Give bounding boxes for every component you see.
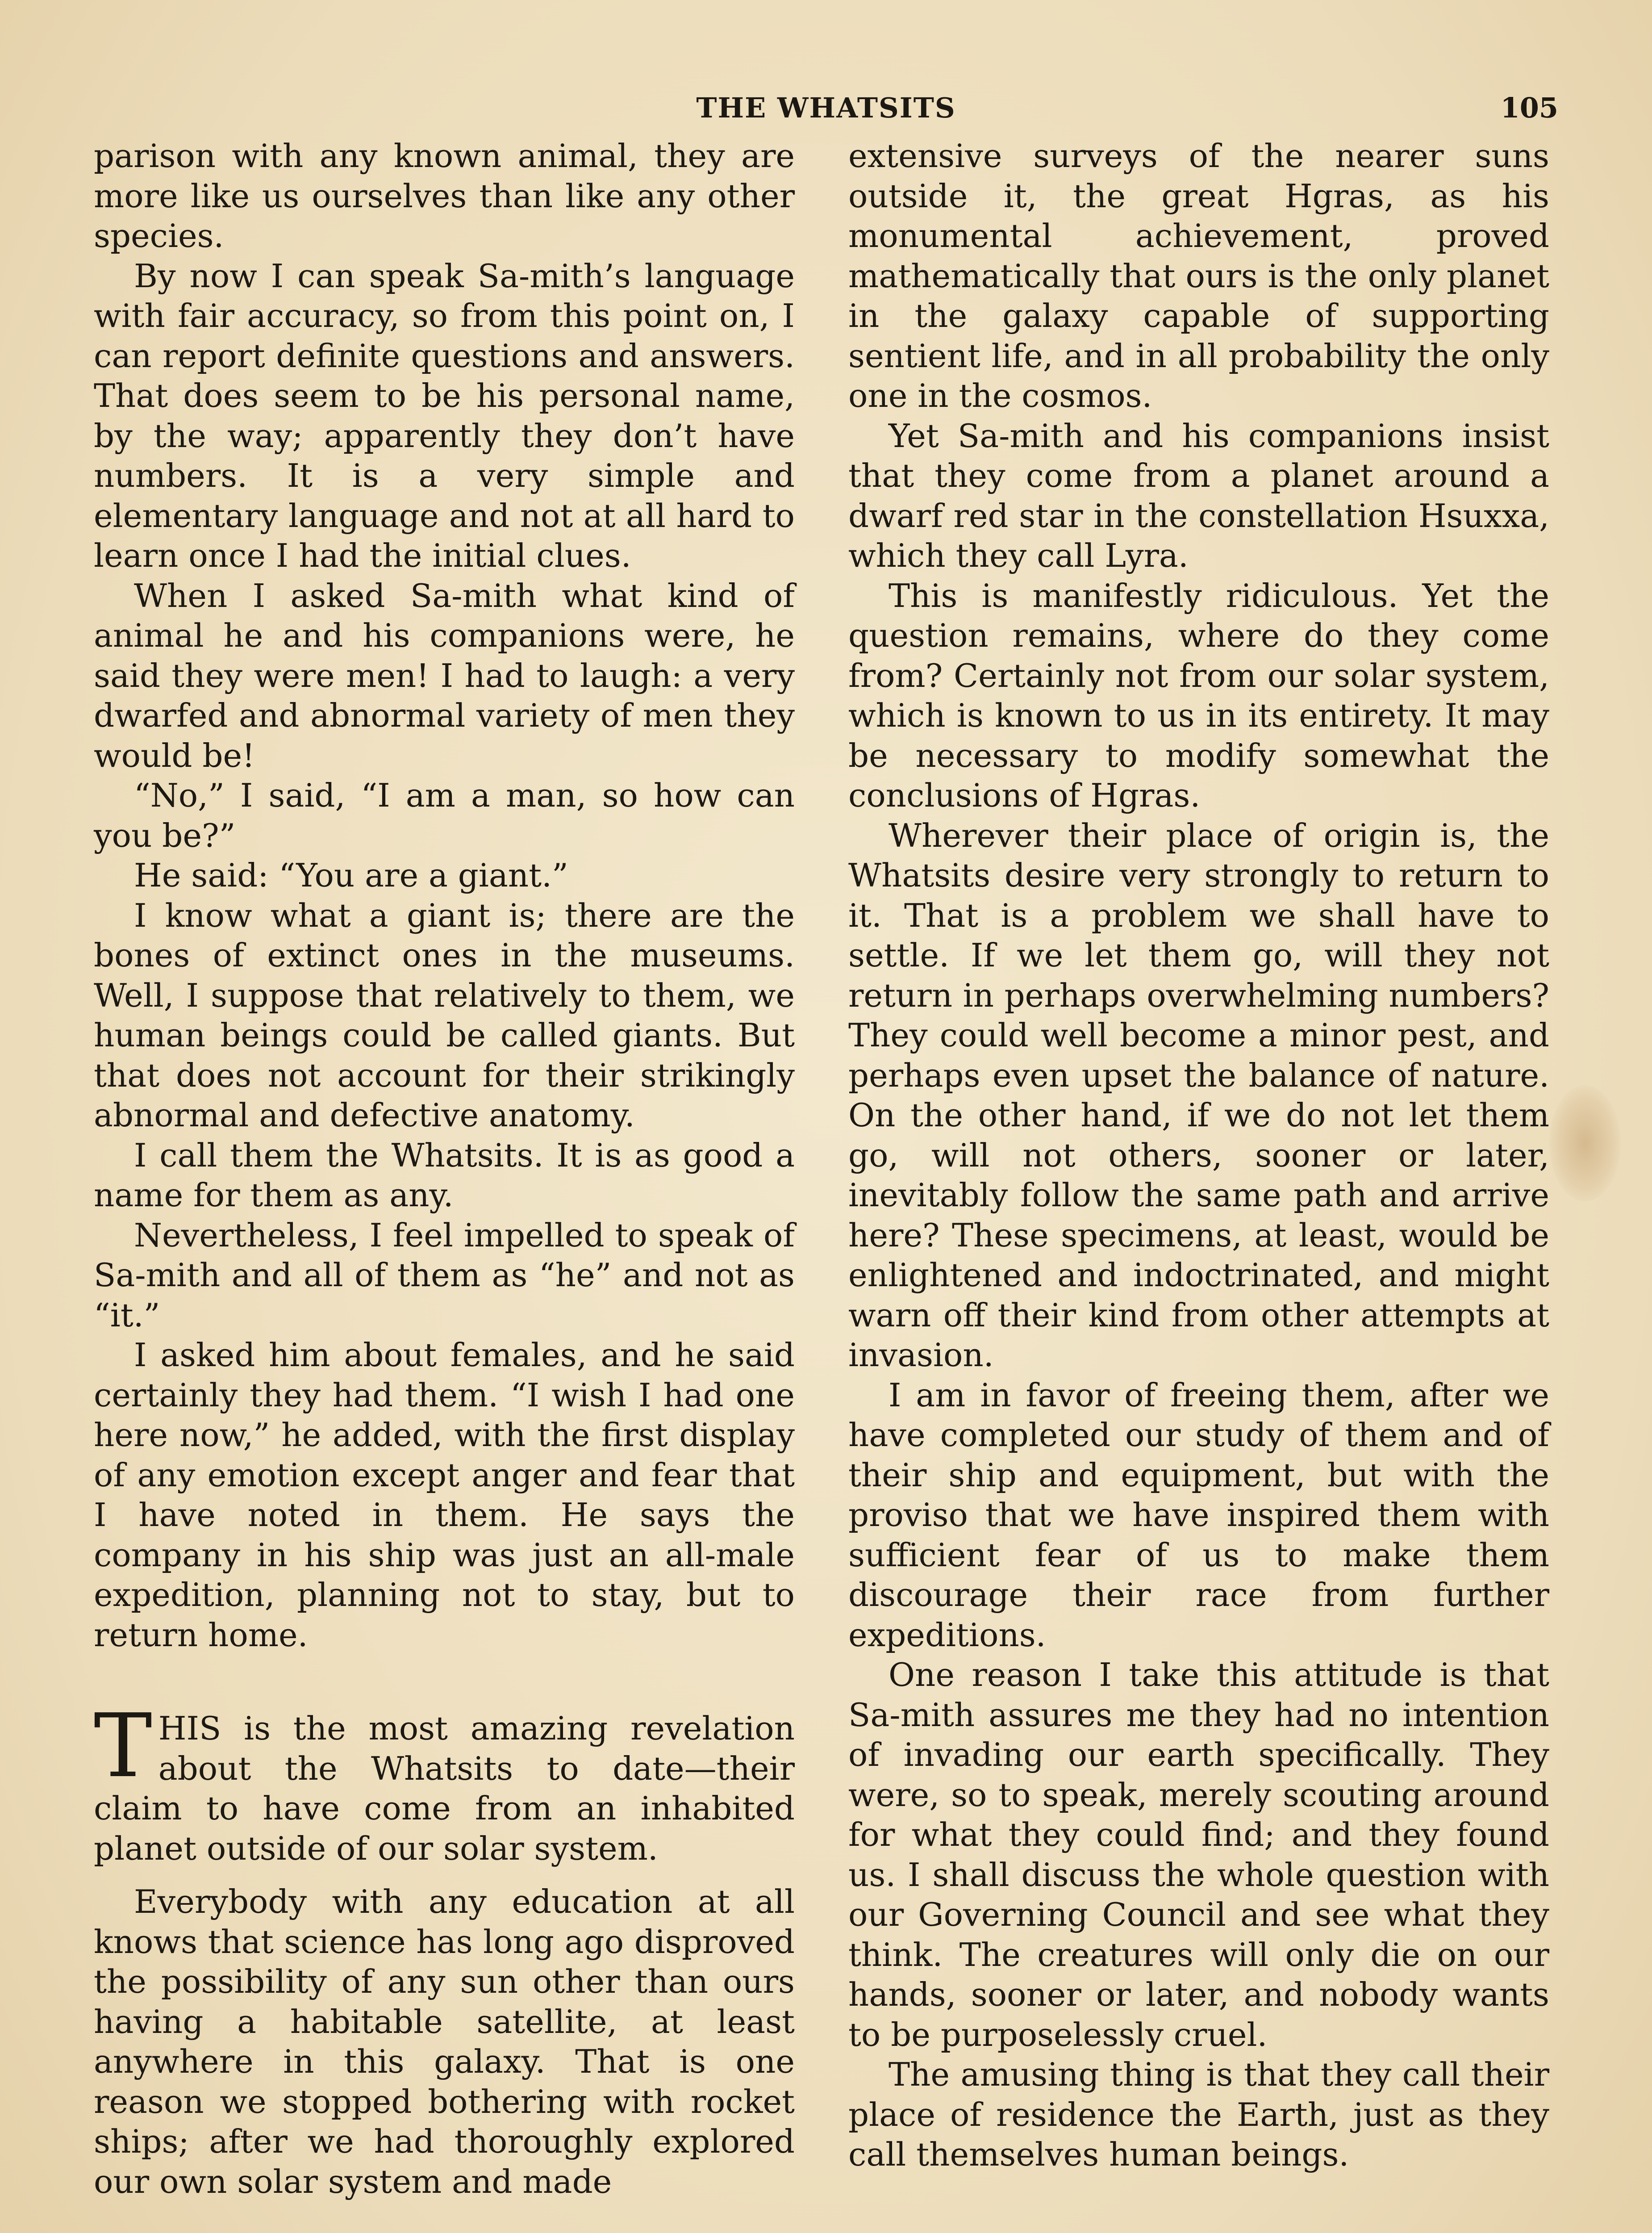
running-title: THE WHATSITS bbox=[696, 92, 956, 124]
paper-stain bbox=[1549, 1085, 1621, 1201]
paragraph-spacer bbox=[94, 1869, 795, 1882]
paragraph: I know what a giant is; there are the bones of extinct ones in the museums. Well, I suppose that relatively to them, we human beings could be called giants. But that does not account for their strikingly abnormal and defective anatomy. bbox=[94, 896, 795, 1134]
paragraph: I asked him about females, and he said certainly they had them. “I wish I had one here now,” he added, with the first display of any emotion except anger and fear that I have noted in them. He says the company in his ship was just an all-male expedition, planning not to stay, but to return home. bbox=[94, 1336, 795, 1654]
paragraph: parison with any known animal, they are more like us ourselves than like any other species. bbox=[94, 137, 795, 255]
paragraph: Wherever their place of origin is, the Whatsits desire very strongly to return to it. That is a problem we shall have to settle. If we let them go, will they not return in perhaps overwhelming numbers? They could well become a minor pest, and perhaps even upset the balance of nature. On the other hand, if we do not let them go, will not others, sooner or later, inevitably follow the same path and arrive here? These specimens, at least, would be enlightened and indoctrinated, and might warn off their kind from other attempts at invasion. bbox=[848, 816, 1549, 1374]
drop-cap: T bbox=[94, 1695, 152, 1797]
paragraph: I am in favor of freeing them, after we have completed our study of them and of their ship and equipment, but with the proviso that we have inspired them with sufficient fear of us to make them discourage their race from further expeditions. bbox=[848, 1376, 1549, 1654]
section-opening-paragraph bbox=[94, 1695, 795, 1869]
paragraph: By now I can speak Sa-mith’s language with fair accuracy, so from this point on, I can report definite questions and answers. That does seem to be his personal name, by the way; apparently they don’t have numbers. It is a very simple and elementary language and not at all hard to learn once I had the initial clues. bbox=[94, 257, 795, 574]
paragraph: When I asked Sa-mith what kind of animal he and his companions were, he said they were men! I had to laugh: a very dwarfed and abnormal variety of men they would be! bbox=[94, 577, 795, 774]
running-head bbox=[94, 92, 1558, 132]
section-break bbox=[94, 1655, 795, 1709]
paragraph: Everybody with any education at all knows that science has long ago disproved the possibility of any sun other than ours having a habitable satellite, at least anywhere in this galaxy. That is one reason we stopped bothering with rocket ships; after we had thoroughly explored our own solar system and made bbox=[94, 1883, 795, 2200]
paragraph: Yet Sa-mith and his companions insist that they come from a planet around a dwarf red star in the constellation Hsuxxa, which they call Lyra. bbox=[848, 417, 1549, 574]
paragraph: I call them the Whatsits. It is as good a name for them as any. bbox=[94, 1136, 795, 1214]
left-column bbox=[94, 136, 795, 2202]
paragraph: One reason I take this attitude is that Sa-mith assures me they had no intention of invading our earth specifically. They were, so to speak, merely scouting around for what they could find; and they found us. I shall discuss the whole question with our Governing Council and see what they think. The creatures will only die on our hands, sooner or later, and nobody wants to be purposelessly cruel. bbox=[848, 1656, 1549, 2053]
paragraph: The amusing thing is that they call their place of residence the Earth, just as they call themselves human beings. bbox=[848, 2056, 1549, 2173]
right-column bbox=[848, 136, 1549, 2175]
paragraph: extensive surveys of the nearer suns outside it, the great Hgras, as his monumental achievement, proved mathematically that ours is the only planet in the galaxy capable of supporting sentient life, and in all probability the only one in the cosmos. bbox=[848, 137, 1549, 414]
paragraph: He said: “You are a giant.” bbox=[134, 857, 568, 894]
paragraph: Nevertheless, I feel impelled to speak of Sa-mith and all of them as “he” and not as “it.” bbox=[94, 1216, 795, 1334]
page-number: 105 bbox=[1500, 92, 1558, 124]
section-opening-text: HIS is the most amazing revelation about the Whatsits to date—their claim to have come from an inhabited planet outside of our solar system. bbox=[94, 1710, 795, 1867]
paragraph: “No,” I said, “I am a man, so how can you be?” bbox=[94, 777, 795, 854]
paragraph: This is manifestly ridiculous. Yet the question remains, where do they come from? Certainly not from our solar system, which is known to us in its entirety. It may be necessary to modify somewhat the conclusions of Hgras. bbox=[848, 577, 1549, 814]
